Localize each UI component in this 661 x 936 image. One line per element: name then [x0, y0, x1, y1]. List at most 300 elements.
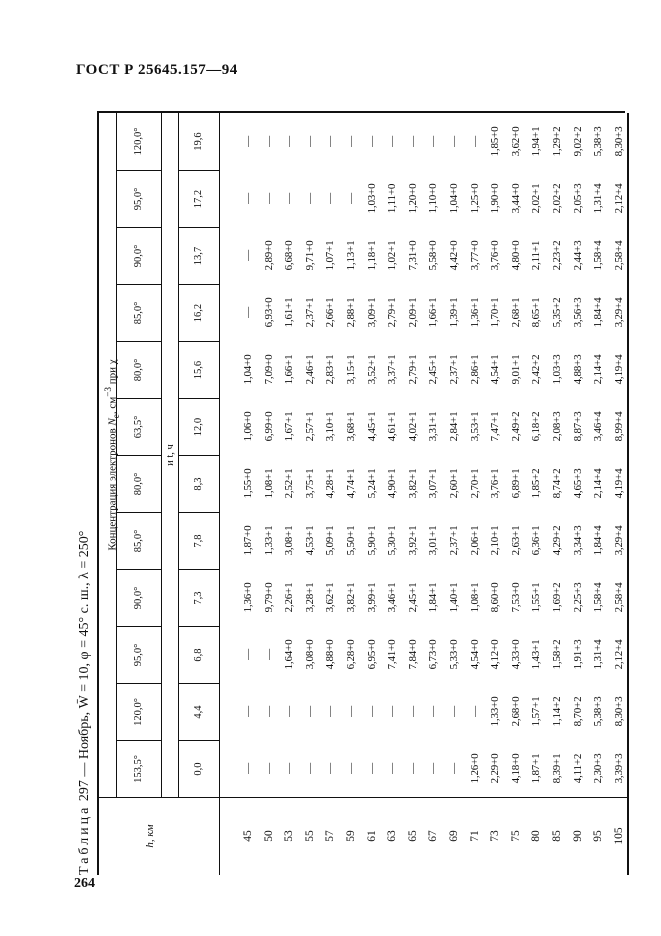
- table-cell: 2,58+4: [612, 582, 625, 613]
- zenith-angle-header: 153,5°: [117, 740, 161, 797]
- table-cell: 2,88+1: [344, 297, 357, 328]
- header-divider: [219, 455, 220, 512]
- table-cell: —: [427, 706, 440, 717]
- table-cell: —: [468, 706, 481, 717]
- zenith-angle-header: 120,0°: [117, 683, 161, 740]
- table-cell: 4,42+0: [447, 240, 460, 271]
- height-value: 59: [344, 830, 357, 842]
- table-cell: 5,09+1: [324, 525, 337, 556]
- table-cell: 3,62+1: [324, 582, 337, 613]
- table-cell: 1,08+1: [262, 468, 275, 499]
- table-cell: 1,87+1: [530, 753, 543, 784]
- height-value: 75: [509, 830, 522, 842]
- table-cell: 2,70+1: [468, 468, 481, 499]
- table-cell: 1,04+0: [242, 354, 254, 385]
- header-divider: [219, 512, 220, 569]
- time-value-header: 19,6: [193, 132, 204, 151]
- table-cell: 4,45+1: [365, 411, 378, 442]
- table-cell: 2,09+1: [406, 297, 419, 328]
- table-cell: 2,12+4: [612, 183, 625, 214]
- column-values: [238, 170, 629, 227]
- table-cell: 3,68+1: [344, 411, 357, 442]
- table-cell: 1,13+1: [344, 240, 357, 271]
- zenith-angle-header: 120,0°: [133, 127, 144, 156]
- caption-number: 297: [77, 780, 92, 802]
- table-cell: 1,02+1: [386, 240, 399, 271]
- caption-text: — Ноябрь, W̄ = 10, φ = 45° с. ш., λ = 250°: [77, 530, 92, 777]
- time-header: и t, ч: [161, 113, 179, 797]
- table-cell: 2,02+2: [550, 183, 563, 214]
- table-cell: 5,24+1: [365, 468, 378, 499]
- table-cell: —: [427, 763, 440, 774]
- table-cell: 1,03+0: [365, 183, 378, 214]
- table-cell: 1,14+2: [550, 696, 563, 727]
- electron-concentration-table: [97, 113, 629, 875]
- table-cell: —: [324, 193, 337, 204]
- table-cell: —: [242, 649, 254, 660]
- table-cell: 2,42+2: [530, 354, 543, 385]
- column-values: [238, 512, 629, 569]
- table-cell: 5,90+1: [365, 525, 378, 556]
- table-cell: —: [283, 193, 296, 204]
- table-cell: —: [303, 763, 316, 774]
- table-cell: —: [262, 136, 275, 147]
- table-cell: 2,02+1: [530, 183, 543, 214]
- table-cell: 3,52+1: [365, 354, 378, 385]
- height-value: 65: [406, 830, 419, 842]
- table-cell: 2,89+0: [262, 240, 275, 271]
- table-cell: 1,20+0: [406, 183, 419, 214]
- table-cell: 6,28+0: [344, 639, 357, 670]
- table-cell: 2,30+3: [592, 753, 605, 784]
- table-cell: 1,25+0: [468, 183, 481, 214]
- table-cell: 1,64+0: [283, 639, 296, 670]
- time-value-header: 4,4: [179, 683, 219, 740]
- time-value-header: 0,0: [179, 740, 219, 797]
- height-value: 57: [324, 830, 337, 842]
- table-cell: 4,28+1: [324, 468, 337, 499]
- table-cell: 7,84+0: [406, 639, 419, 670]
- column-values: [238, 626, 629, 683]
- table-cell: 5,33+0: [447, 639, 460, 670]
- table-cell: —: [262, 706, 275, 717]
- table-cell: 2,49+2: [509, 411, 522, 442]
- table-cell: 2,79+1: [406, 354, 419, 385]
- height-value: 80: [530, 830, 543, 842]
- table-cell: 1,55+1: [530, 582, 543, 613]
- table-cell: —: [242, 136, 254, 147]
- height-value: 53: [283, 830, 296, 842]
- table-cell: 7,31+0: [406, 240, 419, 271]
- table-cell: 3,82+1: [406, 468, 419, 499]
- table-cell: 2,05+3: [571, 183, 584, 214]
- table-cell: 1,11+0: [386, 183, 399, 214]
- table-cell: —: [324, 706, 337, 717]
- page-number: 264: [74, 876, 95, 891]
- table-cell: 6,93+0: [262, 297, 275, 328]
- table-cell: —: [262, 193, 275, 204]
- table-cell: 7,53+0: [509, 582, 522, 613]
- table-cell: 2,06+1: [468, 525, 481, 556]
- table-cell: 1,36+1: [468, 297, 481, 328]
- table-cell: 2,60+1: [447, 468, 460, 499]
- table-cell: —: [406, 763, 419, 774]
- table-cell: 1,66+1: [283, 354, 296, 385]
- table-cell: 2,84+1: [447, 411, 460, 442]
- table-cell: 8,60+0: [489, 582, 502, 613]
- column-values: [238, 398, 629, 455]
- table-cell: 1,55+0: [242, 468, 254, 499]
- table-cell: 1,70+1: [489, 297, 502, 328]
- table-cell: —: [283, 136, 296, 147]
- table-cell: 1,61+1: [283, 297, 296, 328]
- zenith-angle-header: 85,0°: [117, 284, 161, 341]
- zenith-angle-header: 95,0°: [117, 626, 161, 683]
- table-cell: 8,87+3: [571, 411, 584, 442]
- table-cell: 1,33+1: [262, 525, 275, 556]
- table-cell: 6,36+1: [530, 525, 543, 556]
- table-cell: 3,46+4: [592, 411, 605, 442]
- time-value-header: 16,2: [179, 284, 219, 341]
- table-cell: 2,68+1: [509, 297, 522, 328]
- table-cell: —: [262, 763, 275, 774]
- table-cell: 3,76+1: [489, 468, 502, 499]
- table-cell: 2,37+1: [447, 354, 460, 385]
- table-cell: 3,75+1: [303, 468, 316, 499]
- table-cell: 2,57+1: [303, 411, 316, 442]
- table-cell: 2,10+1: [489, 525, 502, 556]
- table-cell: 4,29+2: [550, 525, 563, 556]
- header-divider: [219, 227, 220, 284]
- table-cell: 1,84+4: [592, 525, 605, 556]
- table-cell: 3,56+3: [571, 297, 584, 328]
- ne-subscript: e: [110, 414, 121, 419]
- table-cell: —: [365, 763, 378, 774]
- table-cell: 1,58+2: [550, 639, 563, 670]
- table-cell: 1,04+0: [447, 183, 460, 214]
- table-cell: 4,88+0: [324, 639, 337, 670]
- zenith-angle-header: 80,0°: [117, 341, 161, 398]
- table-cell: 1,85+0: [489, 126, 502, 157]
- table-cell: 9,71+0: [303, 240, 316, 271]
- table-cell: 2,23+2: [550, 240, 563, 271]
- table-cell: 8,74+2: [550, 468, 563, 499]
- table-cell: 4,90+1: [386, 468, 399, 499]
- table-cell: 1,84+4: [592, 297, 605, 328]
- table-cell: 4,33+0: [509, 639, 522, 670]
- table-cell: —: [324, 763, 337, 774]
- height-values: [238, 797, 629, 875]
- table-cell: 1,31+4: [592, 183, 605, 214]
- height-value: 63: [386, 830, 399, 842]
- table-cell: 2,83+1: [324, 354, 337, 385]
- table-cell: 3,82+1: [344, 582, 357, 613]
- table-cell: 1,69+2: [550, 582, 563, 613]
- column-values: [238, 740, 629, 797]
- table-cell: 1,39+1: [447, 297, 460, 328]
- table-cell: 5,58+0: [427, 240, 440, 271]
- zenith-angle-header: 63,5°: [117, 398, 161, 455]
- table-cell: 1,31+4: [592, 639, 605, 670]
- table-cell: 9,02+2: [571, 126, 584, 157]
- table-border: [97, 111, 625, 113]
- table-cell: 1,90+0: [489, 183, 502, 214]
- table-cell: 2,68+0: [509, 696, 522, 727]
- header-divider: [219, 113, 220, 170]
- table-cell: 2,26+1: [283, 582, 296, 613]
- table-cell: 3,99+1: [365, 582, 378, 613]
- table-cell: 7,09+0: [262, 354, 275, 385]
- table-cell: 8,30+3: [612, 696, 625, 727]
- table-cell: —: [406, 136, 419, 147]
- header-divider: [219, 170, 220, 227]
- table-cell: 3,29+4: [612, 525, 625, 556]
- caption-label: Таблица: [77, 804, 92, 875]
- table-cell: 1,58+4: [592, 582, 605, 613]
- table-cell: 4,88+3: [571, 354, 584, 385]
- table-cell: 1,85+2: [530, 468, 543, 499]
- table-cell: —: [406, 706, 419, 717]
- table-cell: 8,99+4: [612, 411, 625, 442]
- time-value-header: 12,0: [179, 398, 219, 455]
- table-cell: 2,08+3: [550, 411, 563, 442]
- table-cell: 2,45+1: [427, 354, 440, 385]
- table-cell: 2,14+4: [592, 468, 605, 499]
- table-cell: 1,58+4: [592, 240, 605, 271]
- table-cell: 2,12+4: [612, 639, 625, 670]
- table-cell: 6,18+2: [530, 411, 543, 442]
- column-values: [238, 227, 629, 284]
- time-value-header: 8,3: [179, 455, 219, 512]
- table-cell: —: [303, 706, 316, 717]
- table-cell: 2,58+4: [612, 240, 625, 271]
- column-values: [238, 683, 629, 740]
- table-cell: 4,53+1: [303, 525, 316, 556]
- header-divider: [219, 797, 220, 875]
- table-cell: —: [468, 136, 481, 147]
- column-values: [238, 341, 629, 398]
- height-value: 61: [365, 830, 378, 842]
- concentration-header: [99, 113, 121, 797]
- height-value: 73: [489, 830, 502, 842]
- table-cell: 6,89+1: [509, 468, 522, 499]
- time-value-header: 6,8: [179, 626, 219, 683]
- table-cell: —: [303, 136, 316, 147]
- table-cell: 3,76+0: [489, 240, 502, 271]
- header-divider: [219, 398, 220, 455]
- table-cell: 5,35+2: [550, 297, 563, 328]
- table-cell: 3,08+1: [283, 525, 296, 556]
- table-caption: [75, 531, 95, 875]
- table-cell: —: [447, 763, 460, 774]
- header-divider: [219, 626, 220, 683]
- table-cell: 5,50+1: [344, 525, 357, 556]
- table-cell: 3,10+1: [324, 411, 337, 442]
- table-cell: —: [324, 136, 337, 147]
- table-cell: 5,30+1: [386, 525, 399, 556]
- table-cell: 3,09+1: [365, 297, 378, 328]
- table-cell: —: [447, 136, 460, 147]
- table-cell: 1,26+0: [468, 753, 481, 784]
- table-cell: 4,54+0: [468, 639, 481, 670]
- table-cell: 1,06+0: [242, 411, 254, 442]
- zenith-angle-header: 85,0°: [117, 512, 161, 569]
- table-cell: 1,08+1: [468, 582, 481, 613]
- table-cell: —: [242, 706, 254, 717]
- table-cell: 3,07+1: [427, 468, 440, 499]
- table-cell: 1,66+1: [427, 297, 440, 328]
- table-cell: —: [242, 307, 254, 318]
- table-cell: 2,25+3: [571, 582, 584, 613]
- table-cell: 3,44+0: [509, 183, 522, 214]
- table-cell: 4,80+0: [509, 240, 522, 271]
- table-cell: 1,36+0: [242, 582, 254, 613]
- time-value-header: 7,8: [179, 512, 219, 569]
- table-cell: 4,02+1: [406, 411, 419, 442]
- table-cell: —: [242, 250, 254, 261]
- table-cell: 3,15+1: [344, 354, 357, 385]
- table-cell: 6,73+0: [427, 639, 440, 670]
- table-cell: 5,38+3: [592, 696, 605, 727]
- table-cell: —: [365, 706, 378, 717]
- column-values: [238, 455, 629, 512]
- header-divider: [219, 569, 220, 626]
- table-cell: 2,79+1: [386, 297, 399, 328]
- table-cell: —: [427, 136, 440, 147]
- table-cell: —: [344, 193, 357, 204]
- table-cell: —: [447, 706, 460, 717]
- table-cell: 9,01+1: [509, 354, 522, 385]
- table-cell: —: [344, 706, 357, 717]
- table-cell: 6,95+0: [365, 639, 378, 670]
- height-header: h, км: [144, 824, 156, 848]
- table-cell: —: [365, 136, 378, 147]
- height-value: 50: [262, 830, 275, 842]
- table-cell: 3,31+1: [427, 411, 440, 442]
- table-cell: 3,92+1: [406, 525, 419, 556]
- table-cell: 1,07+1: [324, 240, 337, 271]
- table-cell: 8,65+1: [530, 297, 543, 328]
- document-header: ГОСТ Р 25645.157—94: [76, 62, 238, 78]
- table-cell: 2,14+4: [592, 354, 605, 385]
- zenith-angle-header: 90,0°: [117, 569, 161, 626]
- table-cell: 1,33+0: [489, 696, 502, 727]
- table-cell: —: [283, 706, 296, 717]
- table-cell: 6,99+0: [262, 411, 275, 442]
- table-cell: 6,68+0: [283, 240, 296, 271]
- table-cell: 1,43+1: [530, 639, 543, 670]
- table-cell: —: [344, 763, 357, 774]
- table-cell: 3,62+0: [509, 126, 522, 157]
- unit-exponent: −3: [103, 387, 113, 397]
- table-cell: 7,41+0: [386, 639, 399, 670]
- table-cell: 4,61+1: [386, 411, 399, 442]
- height-value: 45: [242, 830, 254, 842]
- column-values: [238, 569, 629, 626]
- table-cell: 8,70+2: [571, 696, 584, 727]
- zenith-angle-header: 90,0°: [117, 227, 161, 284]
- height-value: 90: [571, 830, 584, 842]
- table-cell: 2,63+1: [509, 525, 522, 556]
- table-cell: 2,66+1: [324, 297, 337, 328]
- table-cell: —: [386, 136, 399, 147]
- height-value: 69: [447, 830, 460, 842]
- table-cell: 2,37+1: [303, 297, 316, 328]
- table-cell: 3,77+0: [468, 240, 481, 271]
- table-cell: 1,10+0: [427, 183, 440, 214]
- height-value: 71: [468, 830, 481, 842]
- height-column: [99, 797, 627, 875]
- table-cell: 3,29+4: [612, 297, 625, 328]
- table-cell: 1,18+1: [365, 240, 378, 271]
- table-cell: —: [262, 649, 275, 660]
- height-value: 67: [427, 830, 440, 842]
- table-cell: 2,11+1: [530, 240, 543, 271]
- table-cell: 4,12+0: [489, 639, 502, 670]
- table-cell: 3,08+0: [303, 639, 316, 670]
- time-value-header: 17,2: [179, 170, 219, 227]
- header-divider: [219, 740, 220, 797]
- time-value-header: 13,7: [179, 227, 219, 284]
- concentration-label: Концентрация электронов: [106, 428, 119, 551]
- table-cell: 4,11+2: [571, 753, 584, 784]
- table-cell: 7,47+1: [489, 411, 502, 442]
- height-value: 105: [612, 827, 625, 845]
- height-value: 95: [592, 830, 605, 842]
- table-cell: 4,19+4: [612, 354, 625, 385]
- table-cell: 1,29+2: [550, 126, 563, 157]
- table-cell: 1,57+1: [530, 696, 543, 727]
- table-cell: 2,52+1: [283, 468, 296, 499]
- table-cell: —: [242, 193, 254, 204]
- table-cell: 1,03+3: [550, 354, 563, 385]
- table-cell: —: [242, 763, 254, 774]
- table-cell: 1,40+1: [447, 582, 460, 613]
- time-value-header: 15,6: [179, 341, 219, 398]
- column-values: [238, 113, 629, 170]
- ne-symbol: N: [106, 418, 119, 426]
- table-cell: 4,18+0: [509, 753, 522, 784]
- table-cell: —: [386, 763, 399, 774]
- table-cell: 2,46+1: [303, 354, 316, 385]
- table-cell: —: [344, 136, 357, 147]
- table-cell: 1,87+0: [242, 525, 254, 556]
- table-cell: 3,37+1: [386, 354, 399, 385]
- table-cell: 9,79+0: [262, 582, 275, 613]
- table-cell: 2,45+1: [406, 582, 419, 613]
- column-values: [238, 284, 629, 341]
- table-cell: 2,44+3: [571, 240, 584, 271]
- table-cell: 5,38+3: [592, 126, 605, 157]
- table-cell: —: [386, 706, 399, 717]
- table-cell: 4,65+3: [571, 468, 584, 499]
- table-cell: —: [283, 763, 296, 774]
- chi-label: при χ: [106, 359, 119, 388]
- zenith-angle-header: 80,0°: [117, 455, 161, 512]
- time-value-header: 7,3: [179, 569, 219, 626]
- height-value: 55: [303, 830, 316, 842]
- table-cell: 1,94+1: [530, 126, 543, 157]
- table-cell: 8,39+1: [550, 753, 563, 784]
- header-divider: [219, 284, 220, 341]
- table-cell: 3,01+1: [427, 525, 440, 556]
- table-cell: 2,29+0: [489, 753, 502, 784]
- table-cell: 2,37+1: [447, 525, 460, 556]
- table-cell: 2,86+1: [468, 354, 481, 385]
- zenith-angle-header: 95,0°: [117, 170, 161, 227]
- header-divider: [219, 341, 220, 398]
- table-cell: 3,28+1: [303, 582, 316, 613]
